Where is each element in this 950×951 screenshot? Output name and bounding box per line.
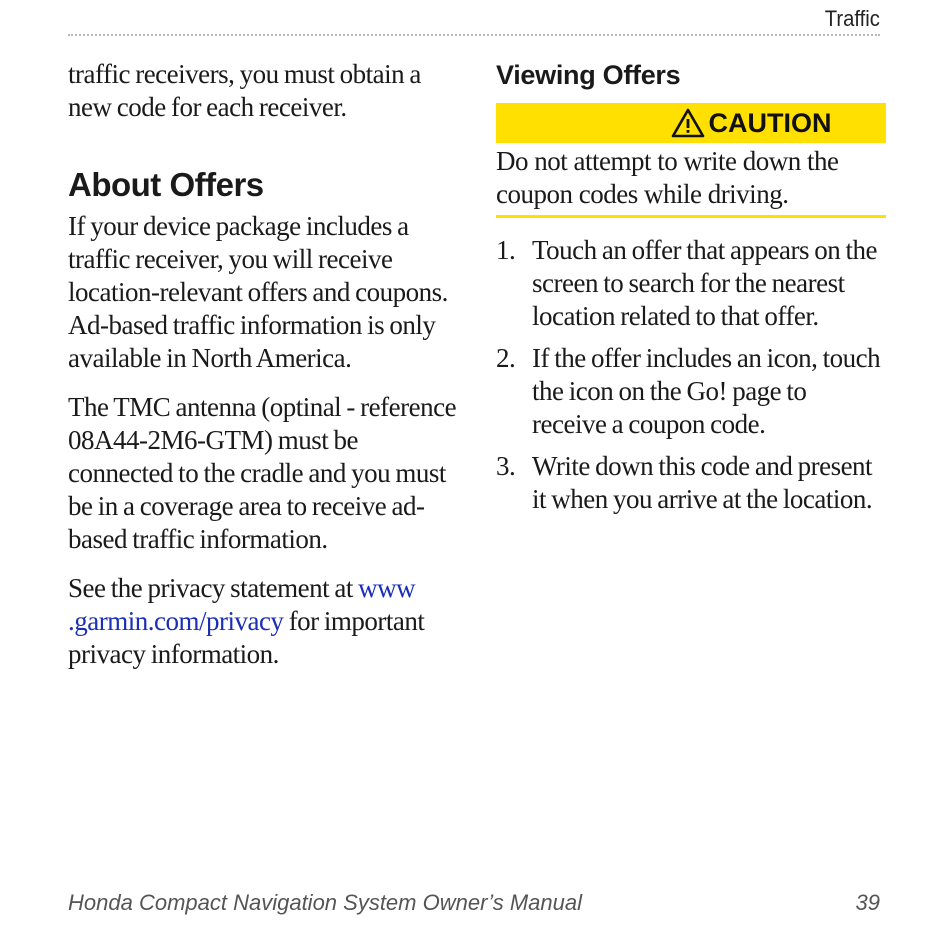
about-offers-heading: About Offers [68, 166, 264, 203]
caution-banner [496, 103, 886, 143]
continued-paragraph: traffic receivers, you must obtain a new code for each receiver. [68, 59, 421, 122]
steps-list [496, 234, 886, 516]
step-text: If the offer includes an icon, touch the icon on the Go! page to receive a coupon code. [532, 343, 881, 439]
viewing-offers-heading: Viewing Offers [496, 60, 681, 90]
step-number: 1. [496, 235, 516, 265]
step-text: Touch an offer that appears on the screen to search for the nearest location related to that offer. [532, 235, 877, 331]
privacy-text-before: See the privacy statement at [68, 573, 359, 603]
caution-label: CAUTION [708, 107, 832, 138]
antenna-paragraph: The TMC antenna (optinal - reference 08A44-2M6-GTM) must be connected to the cradle and you must be in a coverage area to receive ad-based traffic information. [68, 392, 457, 554]
privacy-link[interactable]: www .garmin.com/privacy [68, 573, 416, 636]
caution-text: Do not attempt to write down the coupon codes while driving. [496, 146, 839, 209]
offers-paragraph: If your device package includes a traffic receiver, you will receive location-relevant offers and coupons. Ad-based traffic information is only available in North America. [68, 211, 448, 373]
manual-title: Honda Compact Navigation System Owner’s Manual [68, 890, 582, 915]
right-column [496, 58, 886, 525]
caution-divider [496, 215, 886, 218]
list-item [496, 342, 886, 441]
step-number: 2. [496, 343, 516, 373]
list-item [496, 234, 886, 333]
warning-triangle-icon [671, 108, 705, 138]
privacy-paragraph [68, 572, 458, 671]
step-text: Write down this code and present it when you arrive at the location. [532, 451, 873, 514]
list-item [496, 450, 886, 516]
privacy-text-after: for important privacy information. [68, 606, 425, 669]
step-number: 3. [496, 451, 516, 481]
header-divider [68, 34, 880, 36]
left-column [68, 58, 458, 687]
section-title: Traffic [824, 6, 880, 31]
page-number: 39 [855, 890, 880, 915]
